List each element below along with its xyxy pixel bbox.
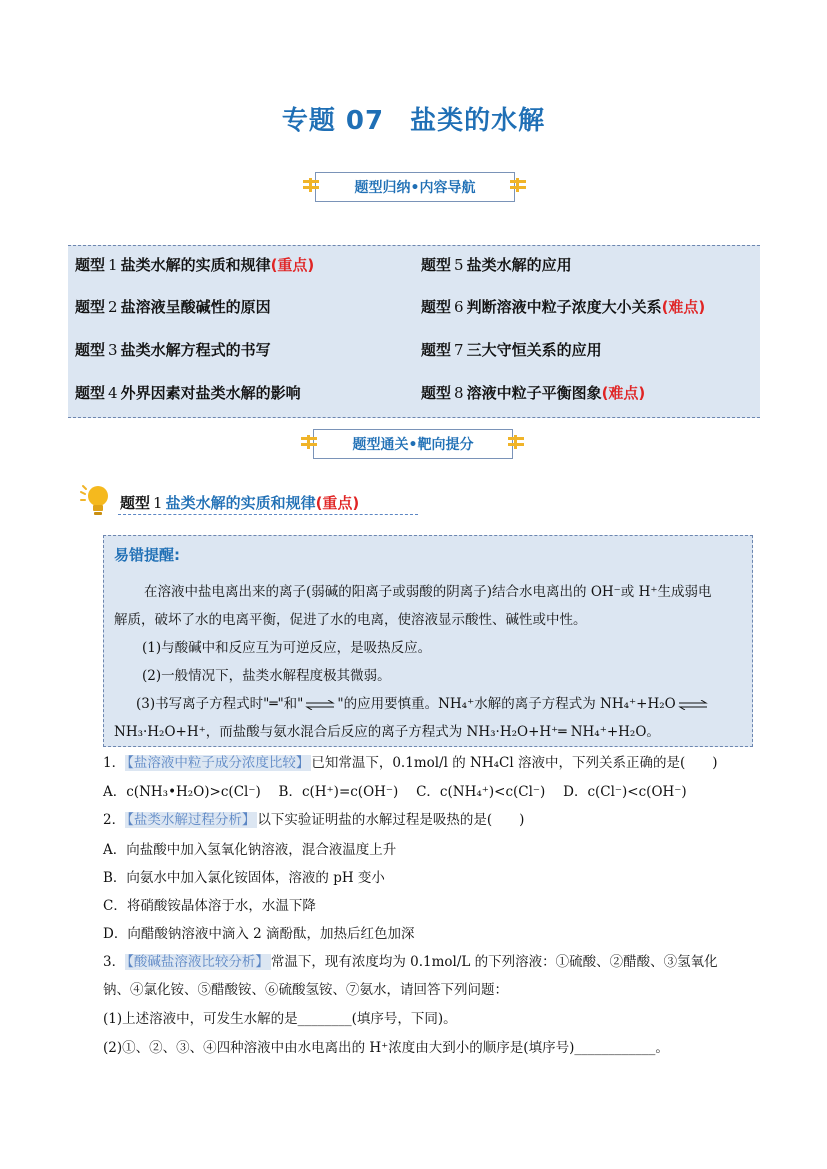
toc-item-7[interactable]: 题型 7 三大守恒关系的应用 <box>421 341 602 359</box>
question-3: 3． 【酸碱盐溶液比较分析】 常温下，现有浓度均为 0.1mol/L 的下列溶液：①硫酸、②醋酸、③氢氧化 <box>103 954 718 970</box>
banner2-right-deco-icon <box>508 435 524 449</box>
question-3-stem-cont: 钠、④氯化铵、⑤醋酸铵、⑥硫酸氢铵、⑦氨水，请回答下列问题： <box>103 982 508 998</box>
question-tag: 【盐溶液中粒子成分浓度比较】 <box>127 755 310 771</box>
toc-item-1[interactable]: 题型 1 盐类水解的实质和规律(重点) <box>75 256 315 274</box>
question-tag: 【盐类水解过程分析】 <box>127 812 256 828</box>
tip-para-2: (1)与酸碱中和反应互为可逆反应，是吸热反应。 <box>142 640 432 656</box>
question-2-option-d: D．向醋酸钠溶液中滴入 2 滴酚酞，加热后红色加深 <box>103 926 415 942</box>
question-2: 2． 【盐类水解过程分析】 以下实验证明盐的水解过程是吸热的是( ) <box>103 812 525 828</box>
tip-para-1a: 在溶液中盐电离出来的离子(弱碱的阳离子或弱酸的阴离子)结合水电离出的 OH⁻或 H⁺生成弱电 <box>144 584 712 600</box>
toc-item-4[interactable]: 题型 4 外界因素对盐类水解的影响 <box>75 384 301 402</box>
lightbulb-icon <box>78 482 112 518</box>
tip-para-5: NH₃·H₂O+H⁺，而盐酸与氨水混合后反应的离子方程式为 NH₃·H₂O+H⁺═ NH₄⁺+H₂O。 <box>114 724 660 740</box>
question-2-option-b: B．向氨水中加入氯化铵固体，溶液的 pH 变小 <box>103 870 385 886</box>
heading-underline <box>118 514 418 515</box>
question-2-option-a: A．向盐酸中加入氢氧化钠溶液，混合液温度上升 <box>103 842 397 858</box>
question-1-options: A．c(NH₃•H₂O)>c(Cl⁻) B．c(H⁺)=c(OH⁻) C．c(NH₄⁺)<c(Cl⁻) D．c(Cl⁻)<c(OH⁻) <box>103 784 687 800</box>
tip-para-4: (3)书写离子方程式时"═"和" "的应用要慎重。NH₄⁺水解的离子方程式为 NH₄⁺+H₂O <box>136 692 710 712</box>
banner-practice: 题型通关•靶向提分 <box>313 429 513 459</box>
question-2-option-c: C．将硝酸铵晶体溶于水，水温下降 <box>103 898 316 914</box>
title-sub: 盐类的水解 <box>410 106 546 136</box>
tip-para-3: (2)一般情况下，盐类水解程度极其微弱。 <box>142 668 391 684</box>
tip-box <box>103 535 753 747</box>
topic-toc <box>68 245 760 418</box>
question-1: 1． 【盐溶液中粒子成分浓度比较】 已知常温下，0.1mol/l 的 NH₄Cl 溶液中，下列关系正确的是( ) <box>103 755 718 771</box>
tip-title: 易错提醒: <box>114 546 180 564</box>
toc-item-6[interactable]: 题型 6 判断溶液中粒子浓度大小关系(难点) <box>421 298 706 316</box>
question-tag: 【酸碱盐溶液比较分析】 <box>127 954 269 970</box>
toc-item-2[interactable]: 题型 2 盐溶液呈酸碱性的原因 <box>75 298 271 316</box>
banner-left-deco-icon <box>303 178 319 192</box>
equilibrium-arrow-icon <box>305 700 335 710</box>
tip-para-1b: 解质，破坏了水的电离平衡，促进了水的电离，使溶液显示酸性、碱性或中性。 <box>114 612 587 628</box>
banner2-left-deco-icon <box>301 435 317 449</box>
question-3-sub-1: (1)上述溶液中，可发生水解的是________(填序号，下同)。 <box>103 1011 457 1027</box>
banner-right-deco-icon <box>510 178 526 192</box>
toc-item-3[interactable]: 题型 3 盐类水解方程式的书写 <box>75 341 271 359</box>
toc-item-8[interactable]: 题型 8 溶液中粒子平衡图象(难点) <box>421 384 646 402</box>
banner-topic-nav: 题型归纳•内容导航 <box>315 172 515 202</box>
page-title <box>0 100 827 137</box>
toc-item-5[interactable]: 题型 5 盐类水解的应用 <box>421 256 572 274</box>
question-3-sub-2: (2)①、②、③、④四种溶液中由水电离出的 H⁺浓度由大到小的顺序是(填序号)____________。 <box>103 1040 669 1056</box>
title-main: 专题 07 <box>281 106 385 136</box>
equilibrium-arrow-icon <box>678 700 708 710</box>
